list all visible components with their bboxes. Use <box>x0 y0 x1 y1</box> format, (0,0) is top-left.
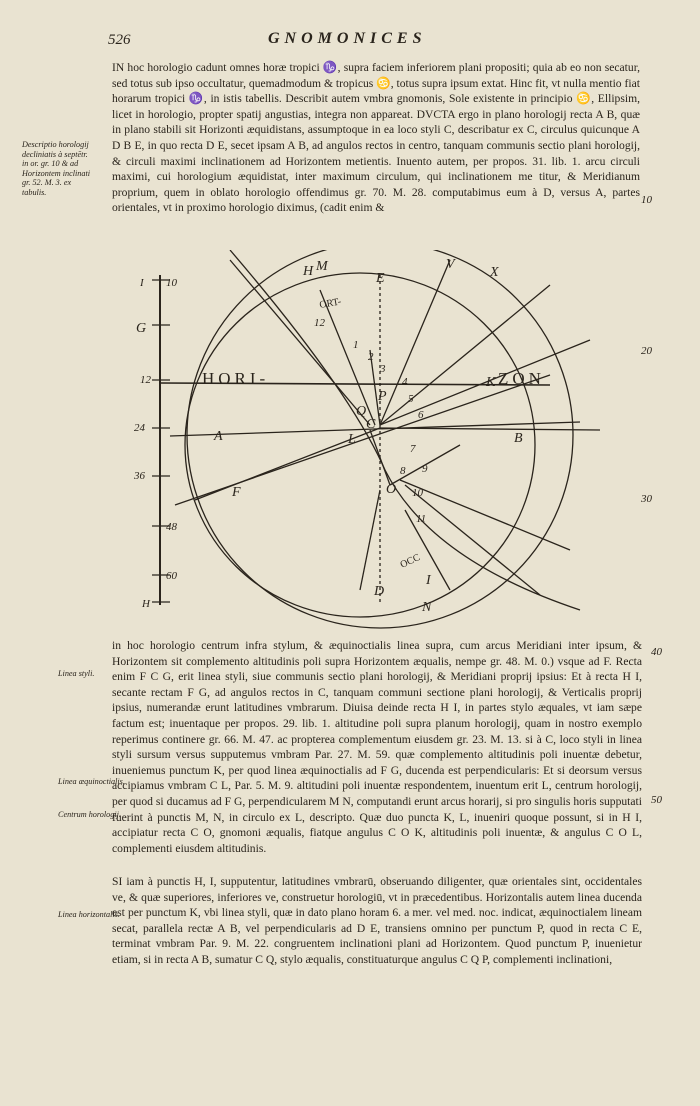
point-label: E <box>376 271 385 286</box>
point-label: F <box>232 485 241 500</box>
point-label: B <box>514 431 523 446</box>
scale-label: 24 <box>134 422 145 434</box>
hour-line <box>360 490 380 590</box>
hour-label: 11 <box>416 513 427 525</box>
point-label: M <box>316 259 328 274</box>
hour-label: 10 <box>412 487 423 499</box>
point-label: O <box>386 482 397 497</box>
scale-label: 48 <box>166 521 177 533</box>
margin-note-centrum-horologii: Centrum horologij. <box>58 810 121 819</box>
line-number: 30 <box>641 493 652 505</box>
occasus-label: OCC <box>398 552 422 571</box>
hour-label: 6 <box>418 409 424 421</box>
hour-label: 8 <box>400 465 406 477</box>
point-label: Q <box>356 404 367 419</box>
point-label: K <box>486 375 496 390</box>
point-label: X <box>490 265 499 280</box>
point-label: V <box>446 257 455 272</box>
point-label: G <box>136 321 147 336</box>
point-label: N <box>422 600 432 615</box>
margin-note-linea-styli: Linea styli. <box>58 669 95 678</box>
hour-label: 1 <box>353 339 359 351</box>
hour-line <box>380 340 590 425</box>
ortus-label: ORT- <box>318 296 343 311</box>
running-title: GNOMONICES <box>268 30 427 47</box>
line-number: 10 <box>641 194 652 206</box>
hour-label: 2 <box>368 351 374 363</box>
paragraph-construction <box>112 638 642 856</box>
point-label: A <box>214 429 223 444</box>
scale-label: I <box>140 277 144 289</box>
margin-note-linea-aequinoctialis: Linea æquinoctialis. <box>58 777 125 786</box>
point-label: D <box>374 584 385 599</box>
point-label: H <box>303 264 314 279</box>
margin-note-linea-horizontalis: Linea horizontalis. <box>58 910 120 919</box>
sundial-diagram <box>130 250 650 630</box>
paragraph-text: in hoc horologio centrum infra stylum, & æquinoctialis linea supra, cum arcus Meridiani inter ipsum, & Horizontem sit complemento altitudinis poli supra Horizontem æqualis, nempe gr. 48. M. 0.) vsque ad F. Recta enim F C G, erit linea styli, siue communis sectio plani horologij, & Meridiani proprij ipsius: Et à recta H I, secante rectam F G, ad angulos rectos in C, tanquam communi sectione plani horologij, & Verticalis proprij ipsius, numerandæ erunt latitudines vmbrarum. Diuisa deinde recta H I, in partes stylo æquales, vt iam sæpe factum est; inuentaque per propos. 29. lib. 1. altitudine poli supra planum horologij, quam in nostro exemplo reperimus continere gr. 66. M. 47. ac propterea complementum eiusdem gr. 23. M. 13. si à C, loco styli in linea styli sursum versus supputemus vmbram Par. 27. M. 59. quæ complemento altitudinis poli inuentæ debetur, inueniemus punctum K, per quod linea æquinoctialis ad F G, ducenda est perpendicularis: Et si deorsum versus accipiamus vmbram C L, Par. 5. M. 9. altitudini poli inuentæ respondentem, inuentum erit L, centrum horologij, per quod si ducamus ad F G, perpendicularem M N, computandi erunt arcus horarij, si pro singulis horis supputati fuerint à punctis M, N, in circulo ex L, descripto. Quæ duo puncta K, L, inueniri quoque possunt, si in H I, accipiatur recta C O, gnomoni æqualis, fiatque angulus C O K, altitudinis poli inuentæ, & angulus C O L, complementi eiusdem altitudinis. <box>112 639 642 855</box>
hour-line <box>230 260 370 425</box>
hour-line <box>320 290 375 425</box>
hour-label: 4 <box>402 376 408 388</box>
horizon-label-right: ZON <box>498 369 545 388</box>
hour-line <box>380 428 600 430</box>
point-label: P <box>378 389 387 404</box>
paragraph-intro <box>112 60 640 216</box>
scale-label: 60 <box>166 570 177 582</box>
margin-note-descriptio: Descriptio horologij decliniatis à septētr. in or. gr. 10 & ad Horizontem inclinati gr. 52. M. 3. ex tabulis. <box>22 140 90 197</box>
hour-label: 9 <box>422 463 428 475</box>
point-label: C <box>366 417 376 432</box>
line-number: 20 <box>641 345 652 357</box>
hour-label: 5 <box>408 393 414 405</box>
point-label: I <box>426 573 431 588</box>
hour-label: 3 <box>380 363 386 375</box>
paragraph-text: SI iam à punctis H, I, supputentur, latitudines vmbrarū, obseruando diligenter, quæ orientales sint, occidentales ve, & quæ superiores, inferiores ve, construetur horologiū, vt in præcedentibus. Horizontalis autem linea ducenda est per punctum K, vbi linea styli, quæ in dato plano horam 6. a mer. vel med. noc. indicat, æquinoctialem lineam secat, parallela rectæ A B, vel perpendicularis ad D E, transiens omnino per punctum P, quod in recta C E, terminat vmbram Par. 9. M. 22. congruentem inclinationi plani ad Horizontem. Quod punctum P, inuenietur etiam, si in recta A B, sumatur C Q, stylo æqualis, constituaturque angulus C Q P, complementi inclinationi, <box>112 875 642 966</box>
paragraph-horizontal <box>112 874 642 968</box>
scale-label: H <box>142 598 150 610</box>
paragraph-text: IN hoc horologio cadunt omnes horæ tropici ♑, supra faciem inferiorem plani propositi; quia ab eo non secatur, sed totus sub ipso occultatur, quemadmodum & tropicus ♋, totus supra ipsum extat. Hinc fit, vt nulla mentio fiat horarum tropici ♑, in istis tabellis. Describit autem vmbra gnomonis, Sole existente in principio ♋, Ellipsim, licet in horologio, propter spatij angustias, integra non appareat. DVCTA ergo in plano horologij recta A B, quæ in plano stabili sit Horizonti æquidistans, assumptoque in ea loco styli C, describatur ex C, circulus quicunque A D B E, in quo recta D E, secet ipsam A B, ad angulos rectos in centro, tanquam communis sectio plani horologij, & circuli maximi inclinationem ad Horizontem metientis. Inuento autem, per propos. 31. lib. 1. arcu circuli maximi, cui horologium æquidistat, inter maximum circulum, qui inclinationem me titur, & Meridianum proprium, quem in oblato horologio offendimus gr. 70. M. 28. computabimus eum à D, versus A, partes orientales, vt in proximo horologio diximus, (cadit enim & <box>112 61 640 215</box>
scale-label: 12 <box>140 374 151 386</box>
hour-label: 12 <box>314 317 325 329</box>
scale-label: 36 <box>134 470 145 482</box>
line-number: 40 <box>651 646 662 658</box>
horizon-label-left: HORI- <box>202 369 270 388</box>
point-label: L <box>348 432 356 447</box>
scale-label: 10 <box>166 277 177 289</box>
page-number: 526 <box>108 32 131 48</box>
hour-label: 7 <box>410 443 416 455</box>
line-number: 50 <box>651 794 662 806</box>
